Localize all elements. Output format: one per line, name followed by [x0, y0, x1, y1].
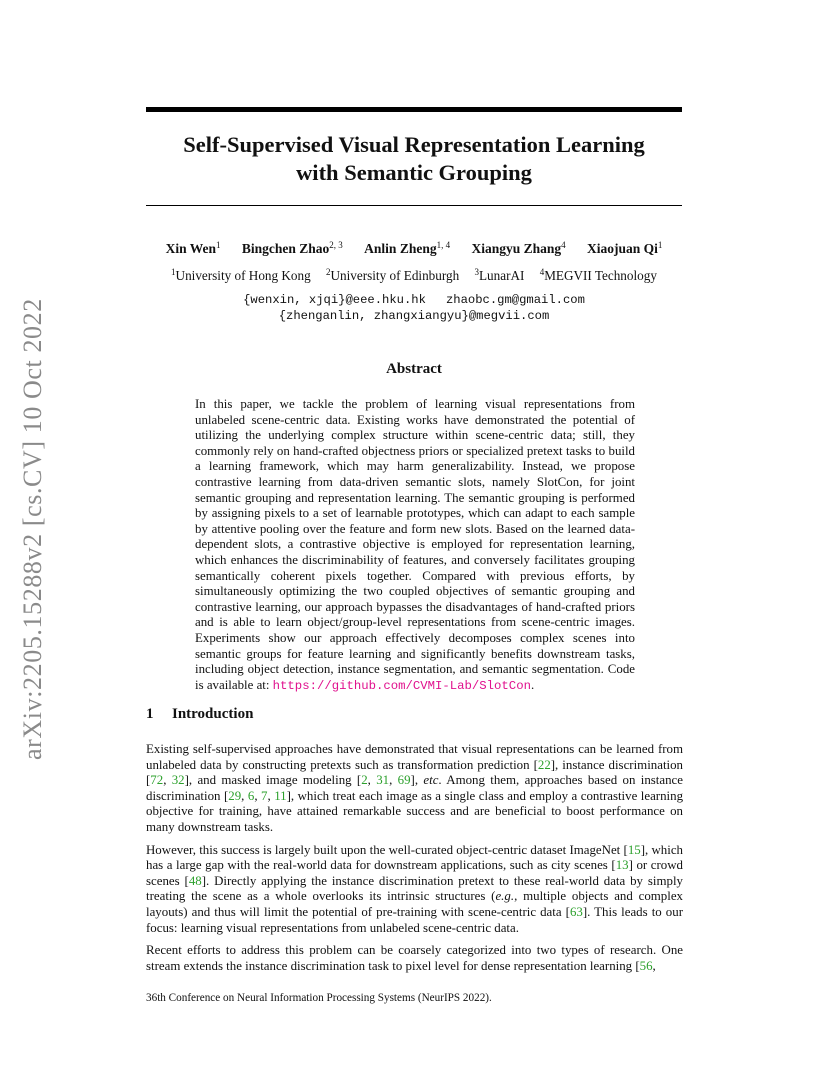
section-title: Introduction — [172, 706, 254, 722]
author: Xin Wen$^1$ — [165, 240, 221, 256]
citation-link[interactable]: 7 — [261, 788, 268, 803]
affiliation: $^1$University of Hong Kong — [171, 267, 311, 283]
affiliation: $^3$LunarAI — [474, 267, 525, 283]
citation-link[interactable]: 22 — [537, 757, 551, 772]
citation-link[interactable]: 56 — [639, 958, 653, 973]
arxiv-identifier: arXiv:2205.15288v2 [cs.CV] 10 Oct 2022 — [18, 298, 47, 760]
citation-link[interactable]: 63 — [569, 904, 583, 919]
citation-link[interactable]: 31 — [376, 773, 390, 788]
section-number: 1 — [146, 706, 154, 722]
email-megvii: {zhenganlin, zhangxiangyu}@megvii.com — [278, 309, 550, 323]
abstract-text: In this paper, we tackle the problem of learning visual representations from unlabeled scene-centric data. Existing works have demonstrated the potential of utilizing the underlying complex structure within scene-centric data; still, they commonly rely on hand-crafted objectness priors or specialized pretext tasks to build a learning framework, which may harm generalizability. Instead, we propose contrastive learning from data-driven semantic slots, namely SlotCon, for joint semantic grouping and representation learning. The semantic grouping is performed by assigning pixels to a set of learnable prototypes, which can adapt to each sample by attentive pooling over the feature and form new slots. Based on the learned data-dependent slots, a contrastive objective is employed for representation learning, which enhances the discriminability of features, and conversely facilitates grouping semantically coherent pixels together. Compared with previous efforts, by simultaneously optimizing the two coupled objectives of semantic grouping and contrastive learning, our approach bypasses the disadvantages of hand-crafted priors and is able to learn object/group-level representations from scene-centric images. Experiments show our approach effectively decomposes complex scenes into semantic groups for feature learning and significantly benefits downstream tasks, including object detection, instance segmentation, and semantic segmentation. Code is available at: — [195, 397, 635, 692]
section-heading — [146, 706, 682, 723]
citation-link[interactable]: 2 — [361, 773, 368, 788]
citation-link[interactable]: 13 — [615, 858, 629, 873]
citation-link[interactable]: 32 — [171, 773, 185, 788]
author: Xiangyu Zhang$^4$ — [471, 240, 566, 256]
abstract-body: In this paper, we tackle the problem of learning visual representations from unlabeled scene-centric data. Existing works have demonstrated the potential of utilizing the underlying complex structure within scene-centric data; still, they commonly rely on hand-crafted objectness priors or specialized pretext tasks to build a learning framework, which may harm generalizability. Instead, we propose contrastive learning from data-driven semantic slots, namely SlotCon, for joint semantic grouping and representation learning. The semantic grouping is performed by assigning pixels to a set of learnable prototypes, which can adapt to each sample by attentive pooling over the feature and form new slots. Based on the learned data-dependent slots, a contrastive objective is employed for representation learning, which enhances the discriminability of features, and conversely facilitates grouping semantically coherent pixels together. Compared with previous efforts, by simultaneously optimizing the two coupled objectives of semantic grouping and contrastive learning, our approach bypasses the disadvantages of hand-crafted priors and is able to learn object/group-level representations from scene-centric images. Experiments show our approach effectively decomposes complex scenes into semantic groups for feature learning and significantly benefits downstream tasks, including object detection, instance segmentation, and semantic segmentation. Code is available at: https://github.com/CVMI-Lab/SlotCon. — [195, 397, 635, 693]
citation-link[interactable]: 48 — [188, 873, 202, 888]
title-line-1: Self-Supervised Visual Representation Learning — [183, 132, 645, 157]
intro-paragraph-2: However, this success is largely built upon the well-curated object-centric dataset ImageNet [15], which has a large gap with the real-world data for downstream applications, such as city scenes [13] or crowd scenes [48]. Directly applying the instance discrimination pretext to these real-world data by simply treating the scene as a whole overlooks its intrinsic structures (e.g., multiple objects and complex layouts) and thus will limit the potential of pre-training with scene-centric data [63]. This leads to our focus: learning visual representations from unlabeled scene-centric data. — [146, 842, 684, 935]
introduction-body — [146, 742, 683, 981]
italic-text: e.g. — [495, 889, 515, 904]
conference-footer: 36th Conference on Neural Information Processing Systems (NeurIPS 2022). — [146, 992, 492, 1004]
affiliation: $^4$MEGVII Technology — [539, 267, 657, 283]
title-line-2: with Semantic Grouping — [296, 160, 532, 185]
affiliation-list — [146, 267, 682, 284]
italic-text: etc — [423, 773, 439, 788]
top-rule — [146, 107, 682, 112]
author: Bingchen Zhao$^{2, 3}$ — [241, 240, 343, 256]
author-list — [146, 240, 682, 257]
citation-link[interactable]: 15 — [627, 842, 641, 857]
intro-paragraph-1: Existing self-supervised approaches have demonstrated that visual representations can be learned from unlabeled data by constructing pretexts such as transformation prediction [22], instance discrimination [72, 32], and masked image modeling [2, 31, 69], etc. Among them, approaches based on instance discrimination [29, 6, 7, 11], which treat each image as a single class and employ a contrastive learning objective for training, have attained remarkable success and are beneficial to boost performance on many downstream tasks. — [146, 742, 684, 834]
email-gmail: zhaobc.gm@gmail.com — [445, 293, 585, 307]
citation-link[interactable]: 69 — [397, 773, 411, 788]
citation-link[interactable]: 72 — [150, 773, 164, 788]
citation-link[interactable]: 6 — [247, 788, 255, 803]
email-hku: {wenxin, xjqi}@eee.hku.hk — [243, 293, 426, 307]
citation-link[interactable]: 11 — [274, 788, 287, 803]
email-block — [146, 292, 682, 324]
abstract-heading: Abstract — [386, 361, 442, 377]
author: Anlin Zheng$^{1, 4}$ — [364, 240, 451, 256]
title-rule — [146, 205, 682, 206]
author: Xiaojuan Qi$^1$ — [587, 240, 663, 256]
intro-paragraph-3: Recent efforts to address this problem can be coarsely categorized into two types of research. One stream extends the instance discrimination task to pixel level for dense representation learning [56, — [146, 943, 683, 973]
paper-title — [146, 131, 682, 187]
citation-link[interactable]: 29 — [228, 788, 242, 803]
code-link[interactable]: https://github.com/CVMI-Lab/SlotCon — [272, 678, 531, 693]
affiliation: $^2$University of Edinburgh — [326, 267, 460, 283]
